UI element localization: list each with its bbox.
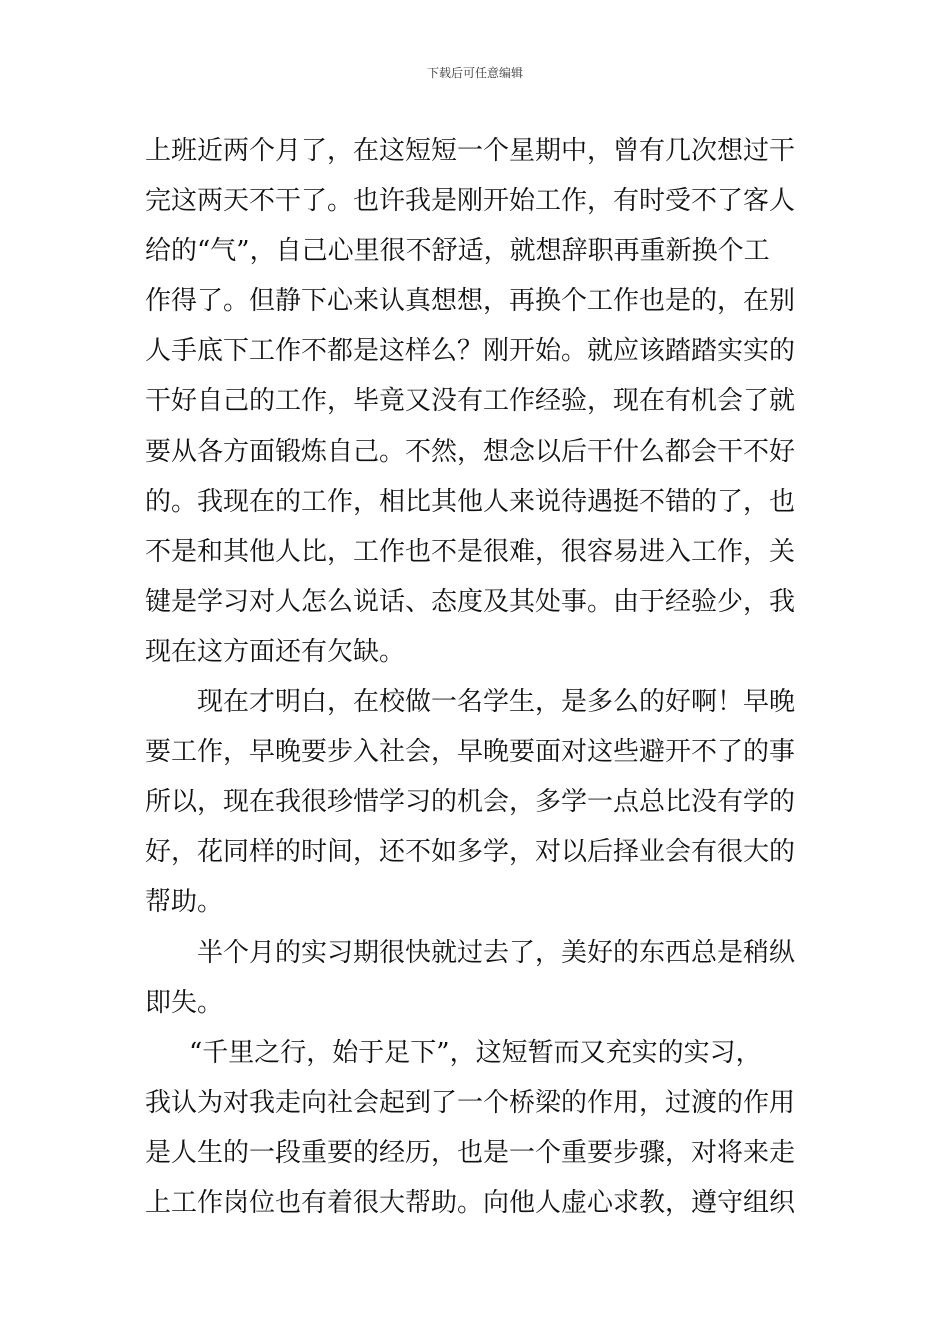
- text-line: 要从各方面锻炼自己。不然，想念以后干什么都会干不好: [145, 436, 796, 467]
- text-line: 的。我现在的工作，相比其他人来说待遇挺不错的了，也: [145, 486, 796, 517]
- text-line: 即失。: [145, 987, 224, 1018]
- page-header: 下载后可任意编辑: [426, 66, 523, 80]
- text-line: 干好自己的工作，毕竟又没有工作经验，现在有机会了就: [145, 386, 796, 417]
- text-line: 是人生的一段重要的经历，也是一个重要步骤，对将来走: [145, 1137, 796, 1168]
- text-line: 现在这方面还有欠缺。: [145, 636, 406, 667]
- text-line: 键是学习对人怎么说话、态度及其处事。由于经验少，我: [145, 586, 796, 617]
- text-line: 不是和其他人比，工作也不是很难，很容易进入工作，关: [145, 536, 796, 567]
- text-line: 现在才明白，在校做一名学生，是多么的好啊！早晚: [197, 687, 796, 718]
- paragraph-2: [145, 677, 810, 927]
- text-line: 给的“气”，自己心里很不舒适，就想辞职再重新换个工: [145, 236, 770, 267]
- text-line: 好，花同样的时间，还不如多学，对以后择业会有很大的: [145, 837, 796, 868]
- text-line: 所以，现在我很珍惜学习的机会，多学一点总比没有学的: [145, 787, 796, 818]
- text-line: 人手底下工作不都是这样么？刚开始。就应该踏踏实实的: [145, 336, 796, 367]
- document-body: [145, 126, 810, 1228]
- text-line: “千里之行，始于足下”，这短暂而又充实的实习，: [189, 1037, 762, 1068]
- text-line: 帮助。: [145, 887, 224, 918]
- text-line: 半个月的实习期很快就过去了，美好的东西总是稍纵: [197, 937, 796, 968]
- text-line: 上工作岗位也有着很大帮助。向他人虚心求教，遵守组织: [145, 1187, 796, 1218]
- text-line: 要工作，早晚要步入社会，早晚要面对这些避开不了的事: [145, 737, 796, 768]
- text-line: 作得了。但静下心来认真想想，再换个工作也是的，在别: [145, 286, 796, 317]
- text-line: 上班近两个月了，在这短短一个星期中，曾有几次想过干: [145, 136, 796, 166]
- paragraph-4: [145, 1028, 810, 1228]
- text-line: 完这两天不干了。也许我是刚开始工作，有时受不了客人: [145, 186, 796, 217]
- paragraph-1: [145, 126, 810, 677]
- text-line: 我认为对我走向社会起到了一个桥梁的作用，过渡的作用: [145, 1087, 796, 1118]
- paragraph-3: [145, 928, 810, 1028]
